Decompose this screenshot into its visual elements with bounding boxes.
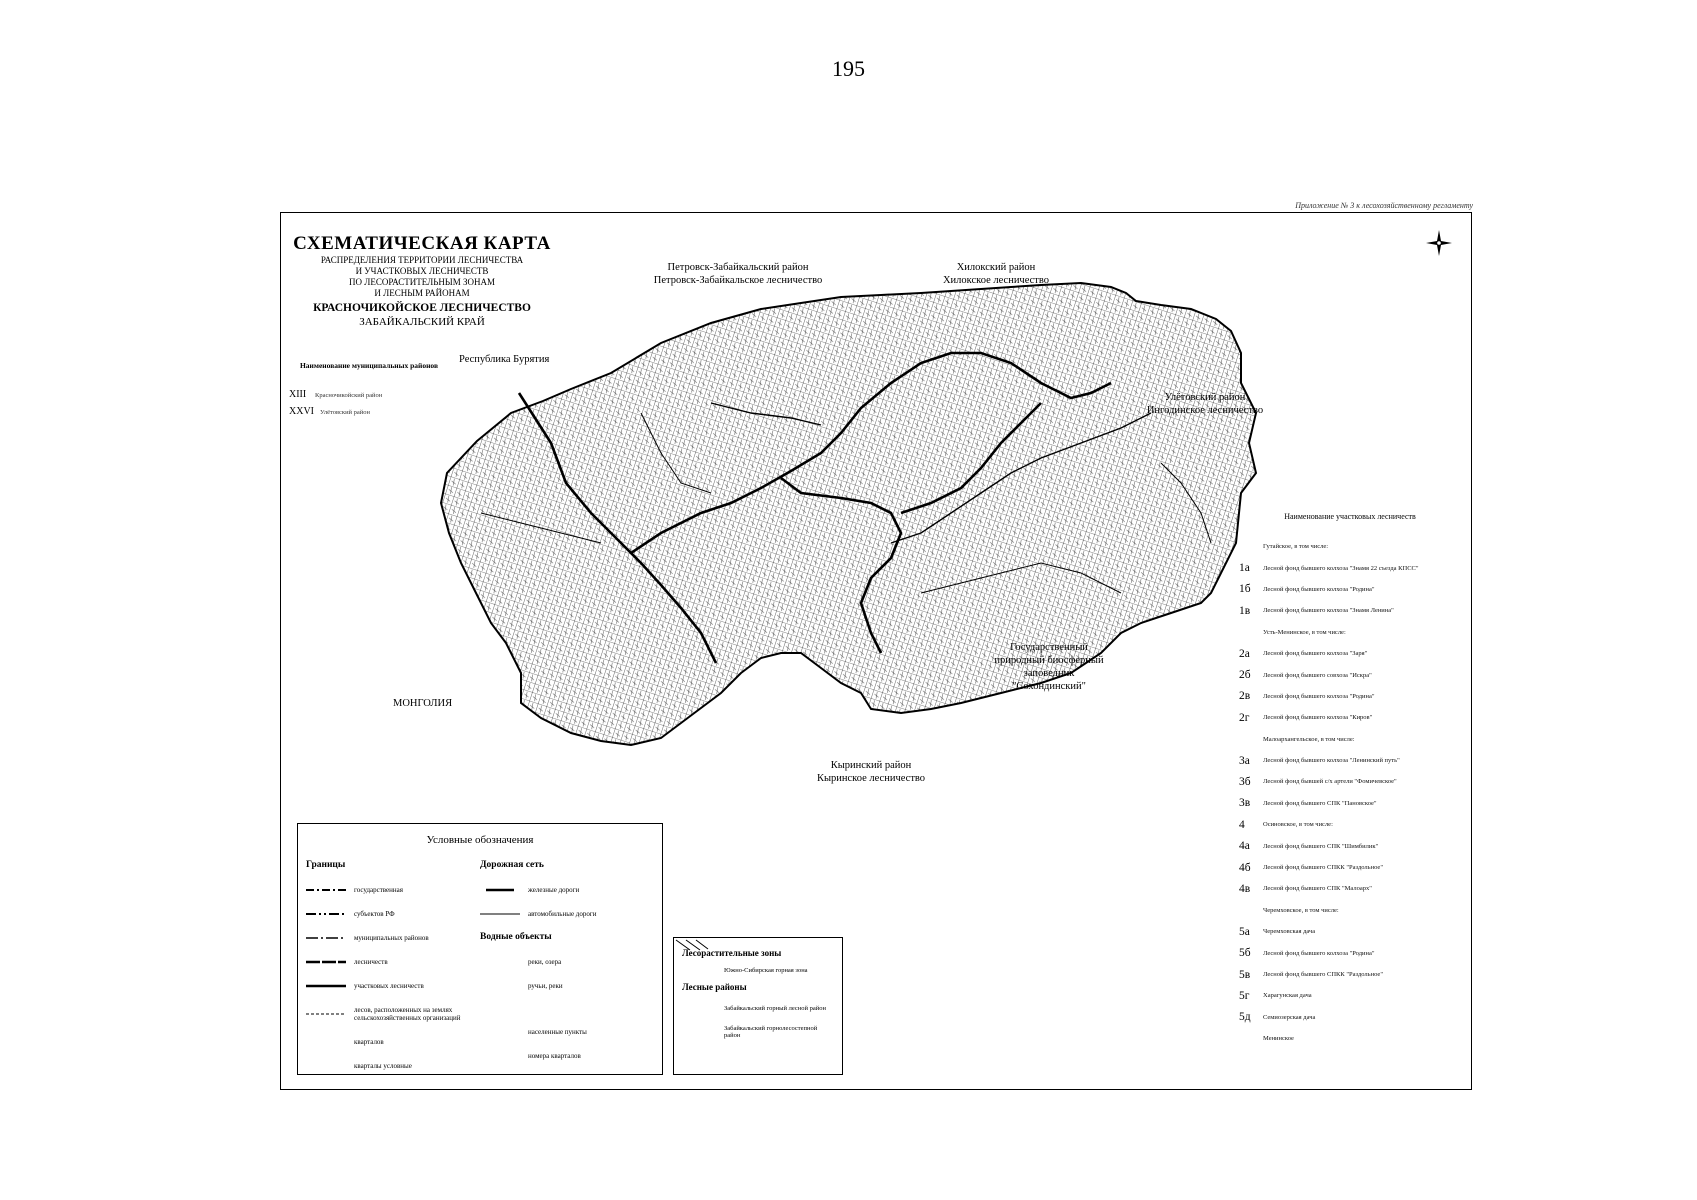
department-name: Усть-Менинское, в том числе: [1263,628,1346,636]
district-label: Забайкальский горный лесной район [724,1004,826,1012]
department-name: Харагунская дача [1263,992,1312,1000]
municipal-name: Красночикойский район [315,392,383,399]
department-item [1239,793,1461,814]
forestry-name: КРАСНОЧИКОЙСКОЕ ЛЕСНИЧЕСТВО [313,302,531,314]
department-item [1239,707,1461,728]
department-name: Лесной фонд бывшего СПК "Пановское" [1263,799,1377,807]
legend-title: Условные обозначения [426,834,534,846]
department-name: Лесной фонд бывшего колхоза "Заря" [1263,650,1368,658]
department-item [1239,964,1461,985]
municipal-item [289,406,449,417]
department-code: 5в [1239,968,1251,981]
district-name: Хилокский район [956,262,1036,273]
sheet-note: Приложение № 3 к лесохозяйственному регламенту [1295,201,1473,210]
department-item [1239,536,1461,557]
legend-label: населенные пункты [528,1028,587,1036]
department-name: Малоархангельское, в том числе: [1263,735,1355,743]
department-name: Лесной фонд бывшего колхоза "Знамя Ленина" [1263,607,1394,615]
department-name: Менинское [1263,1035,1294,1043]
subject-boundary-symbol [306,909,346,919]
department-item [1239,878,1461,899]
legend-label: лесов, расположенных на землях сельскохозяйственных организаций [354,1006,461,1022]
district-name: Петровск-Забайкальский район [667,262,809,273]
department-item [1239,814,1461,835]
department-code: 2г [1239,711,1250,724]
state-boundary-symbol [306,885,346,895]
north-arrow-icon [1425,229,1453,257]
department-item [1239,1007,1461,1028]
zone-label: Южно-Сибирская горная зона [724,966,808,974]
department-name: Гутайское, в том числе: [1263,543,1329,551]
legend-heading: Дорожная сеть [480,860,544,870]
department-name: Черемховская дача [1263,928,1316,936]
district-name: Улётовский район [1164,392,1246,403]
label-kyra-district [801,759,941,785]
department-code: 3б [1239,775,1251,788]
department-code: 5д [1239,1011,1251,1024]
label-khilok-district [921,261,1071,287]
department-name: Семиозерская дача [1263,1013,1316,1021]
department-item [1239,664,1461,685]
department-name: Лесной фонд бывшего колхоза "Родина" [1263,949,1375,957]
department-code: 5г [1239,989,1250,1002]
department-item [1239,771,1461,792]
department-code: 5а [1239,925,1250,938]
legend-roads-water [480,860,654,1078]
legend-item [306,926,480,950]
department-code: 4в [1239,882,1251,895]
department-name: Лесной фонд бывшего СПКК "Раздольное" [1263,864,1383,872]
legend-label: государственная [354,886,403,894]
department-name: Лесной фонд бывшего СПК "Малоарх" [1263,885,1372,893]
legend-item [480,878,654,902]
legend-label: реки, озера [528,958,562,966]
district-label: Забайкальский горнолесостепной район [724,1025,818,1039]
legend-heading: Границы [306,860,346,870]
department-item [1239,857,1461,878]
department-code: 1в [1239,604,1251,617]
municipal-item [289,389,449,400]
zone-hatch-symbol [674,938,710,952]
department-code: 3в [1239,797,1251,810]
department-code: 4а [1239,840,1250,853]
label-mongolia: МОНГОЛИЯ [393,698,453,709]
department-name: Лесной фонд бывшего колхоза "Ленинский путь" [1263,757,1400,765]
department-name: Лесной фонд бывшего колхоза "Родина" [1263,692,1375,700]
forestry-label: Петровск-Забайкальское лесничество [653,275,823,286]
department-item [1239,686,1461,707]
municipal-name: Улётовский район [320,409,371,416]
department-code: 4б [1239,861,1251,874]
department-item [1239,921,1461,942]
legend-label: кварталы условные [354,1062,412,1070]
legend-label: муниципальных районов [354,934,429,942]
department-item [1239,579,1461,600]
forestry-label: Ингодинское лесничество [1146,405,1264,416]
department-boundary-symbol [306,981,346,991]
municipal-districts-list [289,361,449,423]
legend-label: кварталов [354,1038,384,1046]
zones-panel [673,937,843,1075]
department-code: 2б [1239,669,1251,682]
department-item [1239,622,1461,643]
legend-item [306,1030,480,1054]
department-name: Лесной фонд бывшего СПК "Шимбилик" [1263,842,1379,850]
forestry-label: Кыринское лесничество [816,773,926,784]
department-item [1239,729,1461,750]
department-name: Лесной фонд бывшего колхоза "Киров" [1263,714,1373,722]
legend-label: номера кварталов [528,1052,581,1060]
department-code: 4 [1239,818,1245,831]
railway-symbol [480,885,520,895]
legend-item [480,1044,654,1068]
title-subline: ПО ЛЕСОРАСТИТЕЛЬНЫМ ЗОНАМ [348,277,496,287]
district-item [682,1020,834,1044]
road-symbol [480,909,520,919]
department-item [1239,750,1461,771]
department-name: Лесной фонд бывшего СПКК "Раздольное" [1263,971,1383,978]
page-number: 195 [832,56,865,81]
legend-label: субъектов РФ [354,910,395,918]
legend-item [306,998,480,1030]
department-code: 5б [1239,947,1251,960]
map-sheet [280,201,1473,1090]
department-code: 2в [1239,690,1251,703]
legend-item [480,902,654,926]
legend-item [480,1020,654,1044]
department-item [1239,835,1461,856]
department-name: Черемховское, в том числе: [1263,906,1339,914]
legend-label: лесничеств [354,958,388,966]
department-name: Лесной фонд бывшей с/х артели "Фомичевское" [1263,778,1397,786]
legend-item [480,974,654,998]
forestry-boundary-symbol [306,957,346,967]
agri-forest-boundary-symbol [306,1009,346,1019]
department-item [1239,600,1461,621]
department-item [1239,985,1461,1006]
label-petrovsk-district [643,261,833,287]
map-title-block [291,233,553,328]
municipal-code: XXVI [289,406,314,417]
legend-heading: Водные объекты [480,932,552,942]
department-code: 2а [1239,647,1250,660]
department-item [1239,942,1461,963]
district-item [682,996,834,1020]
municipal-boundary-symbol [306,933,346,943]
label-sokhondo-reserve: Государственный природный биосферный заповедник "Сохондинский" [994,642,1104,692]
title-subline: И ЛЕСНЫМ РАЙОНАМ [374,288,470,298]
region-name: ЗАБАЙКАЛЬСКИЙ КРАЙ [359,316,485,328]
department-code: 1а [1239,562,1250,575]
department-code: 3а [1239,754,1250,767]
legend-item [306,878,480,902]
title-subline: И УЧАСТКОВЫХ ЛЕСНИЧЕСТВ [355,266,489,276]
zones-heading: Лесорастительные зоны [682,948,782,958]
legend-label: автомобильные дороги [528,910,597,918]
department-code: 1б [1239,583,1251,596]
forestry-label: Хилокское лесничество [942,275,1050,286]
municipal-heading: Наименование муниципальных районов [299,361,439,370]
map-title: СХЕМАТИЧЕСКАЯ КАРТА [293,233,551,254]
legend-label: ручьи, реки [528,982,563,990]
legend-boundaries [306,860,480,1078]
legend-item [306,974,480,998]
legend-item [306,902,480,926]
forestry-territory [441,283,1256,745]
legend-item [306,1054,480,1078]
legend-item [306,950,480,974]
label-buryatia: Республика Бурятия [459,354,550,365]
department-name: Лесной фонд бывшего колхоза "Знамя 22 съезда КПСС" [1263,564,1419,572]
department-item [1239,900,1461,921]
department-item [1239,1028,1461,1049]
title-subline: РАСПРЕДЕЛЕНИЯ ТЕРРИТОРИИ ЛЕСНИЧЕСТВА [320,255,524,265]
legend-item [480,950,654,974]
districts-heading: Лесные районы [682,982,747,992]
legend-label: железные дороги [528,886,580,894]
label-uletov-district [1141,391,1269,417]
department-name: Лесной фонд бывшего колхоза "Родина" [1263,585,1375,593]
department-item [1239,643,1461,664]
legend-label: участковых лесничеств [354,982,424,990]
department-item [1239,557,1461,578]
municipal-code: XIII [289,389,307,400]
department-name: Осиновское, в том числе: [1263,821,1333,829]
zone-item [682,958,834,982]
department-name: Лесной фонд бывшего совхоза "Искра" [1263,671,1372,679]
departments-list [1239,511,1461,1049]
departments-heading: Наименование участковых лесничеств [1284,512,1416,521]
legend-panel [297,823,663,1075]
district-name: Кыринский район [830,760,912,771]
